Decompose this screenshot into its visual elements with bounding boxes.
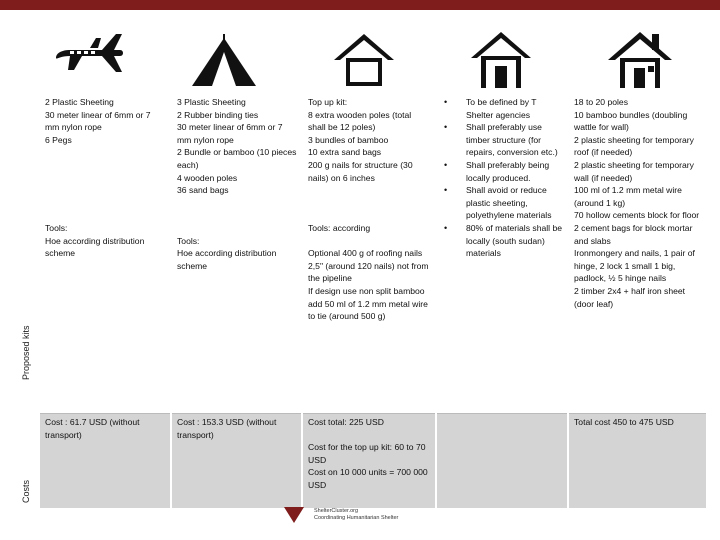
spacer [177,209,297,222]
kit-item: 30 meter linear of 6mm or 7 mm nylon rope [177,122,283,145]
spacer [177,197,297,210]
spacer [45,184,166,197]
spacer [308,209,431,222]
spacer [45,209,166,222]
spacer [308,235,431,248]
kit-item: Optional 400 g of roofing nails 2,5" (around 120 nails) not from the pipeline [308,248,429,284]
kit-bullet-item: • 80% of materials shall be locally (south sudan) materials [442,222,563,260]
kit-cell-permanent [568,94,706,414]
costs-label: Costs [21,479,31,503]
kit-item: 70 hollow cements block for floor [574,210,700,221]
spacer [45,172,166,185]
spacer [308,197,431,210]
kits-table [40,94,706,508]
cost-text: Cost : 61.7 USD (without transport) [45,417,140,440]
kit-bullet-item: • Shall preferably use timber structure (for repairs, conversion etc.) [442,121,563,159]
kit-icons-strip [40,14,706,94]
house-roof-icon [326,20,402,96]
kit-item: Top up kit: [308,97,348,107]
kit-cell-transitional [436,94,568,414]
kit-item: 2 cement bags for block mortar and slabs [574,222,693,246]
cost-cell [568,414,706,509]
kit-item: Tools: [45,222,68,233]
kit-bullet-item: • Shall avoid or reduce plastic sheeting, polyethylene materials [442,184,563,222]
footer-text [314,508,398,522]
kit-bullet-item: • To be defined by T Shelter agencies [442,96,563,121]
airplane-icon [50,20,126,96]
kit-cell-tent [171,94,302,414]
kit-cell-top-up [302,94,436,414]
kit-item: Tools: [177,235,200,246]
cost-text: Total cost 450 to 475 USD [574,417,674,427]
kit-item: 3 Plastic Sheeting [177,97,246,107]
shelter-cluster-logo-icon [282,505,306,525]
kit-item: 6 Pegs [45,134,72,145]
kit-item: 10 extra sand bags [308,147,382,158]
cost-text: Cost for the top up kit: 60 to 70 USD [308,442,426,465]
kit-item: Ironmongery and nails, 1 pair of hinge, 2 lock 1 small 1 big, padlock, ½ 5 hinge nails [574,248,695,284]
kit-item: 8 extra wooden poles (total shall be 12 poles) [308,109,412,133]
proposed-kits-row [40,94,706,414]
kit-item: 36 sand bags [177,185,229,196]
kit-item: 2 plastic sheeting for temporary wall (if needed) [574,159,694,183]
kit-item: 2 plastic sheeting for temporary roof (if needed) [574,134,694,158]
cost-text: Cost : 153.3 USD (without transport) [177,417,277,440]
kit-item: 2 Bundle or bamboo (10 pieces each) [177,147,297,170]
kit-item: 200 g nails for structure (30 nails) on 6 inches [308,159,413,183]
kit-cell-emergency [40,94,171,414]
proposed-kits-label: Proposed kits [21,325,31,380]
cost-text: Cost total: 225 USD [308,417,384,427]
spacer [45,146,166,159]
kit-item: 4 wooden poles [177,172,238,183]
kit-item: 18 to 20 poles [574,97,628,107]
kit-item: 2 timber 2x4 + half iron sheet (door leaf) [574,285,686,309]
top-accent-bar [0,0,720,10]
kit-item: 2 Plastic Sheeting [45,97,114,107]
spacer [308,429,431,442]
kit-item: 3 bundles of bamboo [308,134,389,145]
cost-cell [436,414,568,509]
spacer [177,222,297,235]
house-chimney-icon [602,20,678,96]
kit-item: Tools: according [308,222,371,233]
kit-item: Hoe according distribution scheme [45,235,145,259]
kit-item: 100 ml of 1.2 mm metal wire (around 1 kg) [574,185,682,208]
house-door-icon [463,20,539,96]
cost-text: Cost on 10 000 units = 700 000 USD [308,467,428,490]
kit-item: 30 meter linear of 6mm or 7 mm nylon rope [45,109,151,133]
spacer [308,184,431,197]
kit-item: 2 Rubber binding ties [177,109,259,120]
kit-item: Hoe according distribution scheme [177,248,277,271]
footer-site: ShelterCluster.org [314,508,359,514]
kit-bullet-item: • Shall preferably being locally produced. [442,159,563,184]
tent-icon [186,20,262,96]
spacer [45,159,166,172]
footer-tagline: Coordinating Humanitarian Shelter [314,515,399,521]
costs-row [40,414,706,509]
cost-cell [302,414,436,509]
kit-item: 10 bamboo bundles (doubling wattle for wall) [574,109,688,133]
spacer [45,197,166,210]
cost-cell [171,414,302,509]
kit-item: If design use non split bamboo add 50 ml of 1.2 mm metal wire to tie (around 500 g) [308,285,428,322]
cost-cell [40,414,171,509]
